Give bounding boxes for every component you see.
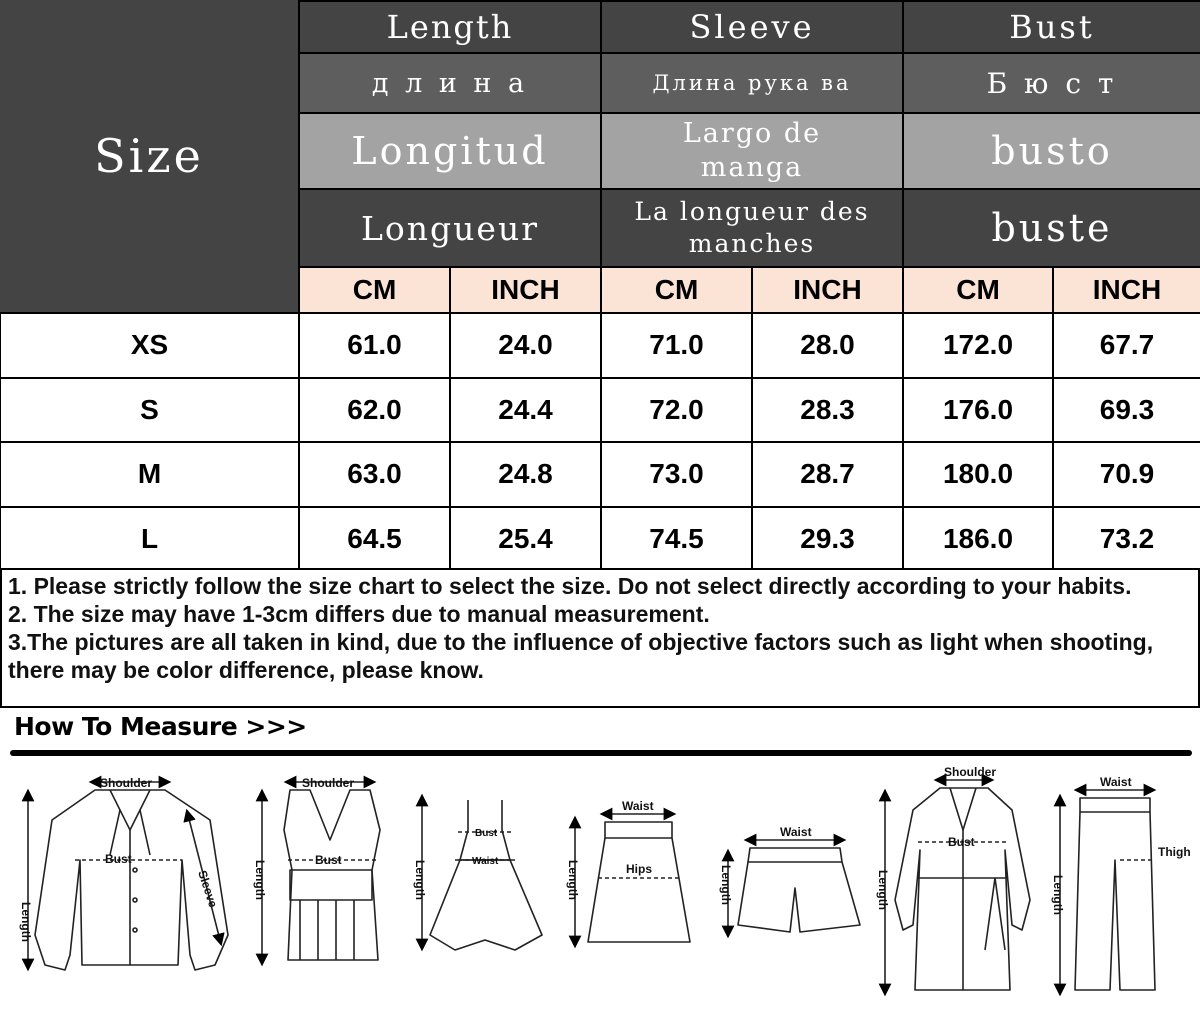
length-label: Length <box>413 860 427 900</box>
bust-header-fr <box>902 188 1200 266</box>
sleeve-header-es <box>600 112 902 188</box>
measurement-cell-value: 70.9 <box>1099 458 1155 490</box>
size-header <box>0 0 298 312</box>
measurement-cell <box>298 441 449 506</box>
sleeve-header-fr-label: La longueur des manches <box>634 197 870 258</box>
measurement-cell <box>751 506 902 571</box>
size-cell <box>0 441 298 506</box>
size-header-label: Size <box>94 129 204 183</box>
shoulder-label: Shoulder <box>302 776 355 790</box>
measurement-cell-value: 24.4 <box>498 393 553 425</box>
length-header-es-label: Longitud <box>351 129 549 173</box>
bust-header-es-label: busto <box>991 129 1113 173</box>
sleeve-header-ru-label: Длина рука ва <box>652 71 852 95</box>
measurement-cell-value: 64.5 <box>347 522 402 554</box>
measurement-cell-value: 24.8 <box>498 458 553 490</box>
measurement-cell <box>751 377 902 442</box>
measurement-cell-value: 28.7 <box>800 458 855 490</box>
measurement-cell-value: 74.5 <box>649 522 704 554</box>
pants-illustration <box>1060 790 1155 990</box>
measurement-cell-value: 72.0 <box>649 393 704 425</box>
note-item: 2. The size may have 1-3cm differs due to manual measurement. <box>8 601 710 627</box>
measurement-cell <box>902 377 1052 442</box>
length-label: Length <box>19 902 33 942</box>
measurement-cell <box>902 312 1052 377</box>
waist-label: Waist <box>622 799 654 813</box>
measurement-cell-value: 67.7 <box>1099 329 1155 361</box>
measurement-cell-value: 61.0 <box>347 329 402 361</box>
bust-label: Bust <box>475 828 498 839</box>
bust-header-ru-label: Б ю с т <box>986 66 1118 100</box>
measurement-cell-value: 29.3 <box>800 522 855 554</box>
bust-header-ru <box>902 52 1200 112</box>
measurement-cell <box>751 312 902 377</box>
unit-header-label: INCH <box>793 274 862 305</box>
size-cell <box>0 377 298 442</box>
length-label: Length <box>1051 875 1065 915</box>
length-header-ru-label: д л и н а <box>371 67 529 99</box>
length-header-fr-label: Longueur <box>361 208 539 248</box>
measurement-cell <box>449 441 600 506</box>
measurement-cell <box>751 441 902 506</box>
size-cell <box>0 312 298 377</box>
measurement-cell-value: 62.0 <box>347 393 402 425</box>
size-cell-label: S <box>140 393 159 425</box>
length-header-ru <box>298 52 600 112</box>
size-cell-label: M <box>137 458 162 490</box>
measurement-cell <box>1052 441 1200 506</box>
sleeve-header-es-label: Largo de manga <box>682 118 822 183</box>
unit-header-label: CM <box>956 274 1000 305</box>
measurement-cell <box>1052 377 1200 442</box>
bust-label: Bust <box>105 852 132 866</box>
measurement-cell <box>298 312 449 377</box>
bust-header-en <box>902 0 1200 52</box>
unit-header <box>298 266 449 312</box>
size-notes <box>0 568 1200 708</box>
bust-label: Bust <box>315 853 342 867</box>
sleeve-header-ru <box>600 52 902 112</box>
length-header-en <box>298 0 600 52</box>
measurement-cell-value: 63.0 <box>347 458 402 490</box>
measurement-cell <box>449 377 600 442</box>
measurement-cell <box>449 312 600 377</box>
shoulder-label: Shoulder <box>944 765 997 779</box>
measurement-illustrations <box>0 760 1200 1020</box>
unit-header <box>751 266 902 312</box>
unit-header-label: INCH <box>491 274 560 305</box>
measurement-cell-value: 25.4 <box>498 522 553 554</box>
hips-label: Hips <box>626 862 653 876</box>
dress-illustration <box>422 800 542 950</box>
length-header-es <box>298 112 600 188</box>
measurement-cell <box>902 441 1052 506</box>
length-label: Length <box>719 865 733 905</box>
measurement-cell <box>1052 506 1200 571</box>
waist-label: Waist <box>1100 775 1132 789</box>
size-cell-label: XS <box>130 329 169 361</box>
measurement-cell <box>600 441 751 506</box>
divider <box>10 750 1192 756</box>
measurement-cell-value: 24.0 <box>498 329 553 361</box>
unit-header <box>449 266 600 312</box>
shoulder-label: Shoulder <box>100 776 153 790</box>
measurement-cell <box>902 506 1052 571</box>
length-label: Length <box>566 860 580 900</box>
measurement-cell <box>449 506 600 571</box>
measurement-cell-value: 71.0 <box>649 329 704 361</box>
skirt-illustration <box>575 814 690 942</box>
measurement-cell-value: 28.0 <box>800 329 855 361</box>
measurement-cell-value: 28.3 <box>800 393 855 425</box>
how-to-measure-title: How To Measure >>> <box>14 712 307 741</box>
waist-label: Waist <box>780 825 812 839</box>
length-label: Length <box>253 860 267 900</box>
measurement-cell-value: 176.0 <box>942 393 1014 425</box>
measurement-cell-value: 69.3 <box>1099 393 1155 425</box>
length-header-en-label: Length <box>386 8 514 46</box>
measurement-cell-value: 186.0 <box>942 522 1014 554</box>
bust-header-en-label: Bust <box>1009 8 1095 46</box>
vest-illustration <box>262 782 380 960</box>
size-cell <box>0 506 298 571</box>
measurement-cell-value: 172.0 <box>942 329 1014 361</box>
note-item: 1. Please strictly follow the size chart to select the size. Do not select directly according to your habits. <box>8 573 1132 599</box>
sleeve-header-fr <box>600 188 902 266</box>
measurement-cell <box>600 377 751 442</box>
sleeve-header-en <box>600 0 902 52</box>
measurement-cell-value: 73.2 <box>1099 522 1155 554</box>
shorts-illustration <box>728 840 860 932</box>
unit-header <box>1052 266 1200 312</box>
sleeve-label: Sleeve <box>195 868 221 910</box>
sleeve-header-en-label: Sleeve <box>689 8 815 46</box>
measurement-cell-value: 73.0 <box>649 458 704 490</box>
unit-header-label: CM <box>654 274 699 305</box>
measurement-cell-value: 180.0 <box>942 458 1014 490</box>
length-label: Length <box>876 870 890 910</box>
measurement-cell <box>298 506 449 571</box>
measurement-cell <box>298 377 449 442</box>
unit-header-label: INCH <box>1092 274 1162 305</box>
unit-header <box>902 266 1052 312</box>
coat-illustration <box>885 780 1030 990</box>
measurement-cell <box>1052 312 1200 377</box>
thigh-label: Thigh <box>1158 845 1191 859</box>
measurement-cell <box>600 312 751 377</box>
unit-header-label: CM <box>352 274 397 305</box>
bust-label: Bust <box>948 835 975 849</box>
bust-header-es <box>902 112 1200 188</box>
note-item: 3.The pictures are all taken in kind, due to the influence of objective factors such as light when shooting, there may be color difference, please know. <box>8 629 1154 683</box>
bust-header-fr-label: buste <box>991 206 1113 250</box>
size-cell-label: L <box>140 522 159 554</box>
measurement-cell <box>600 506 751 571</box>
length-header-fr <box>298 188 600 266</box>
unit-header <box>600 266 751 312</box>
waist-label: Waist <box>472 856 499 867</box>
